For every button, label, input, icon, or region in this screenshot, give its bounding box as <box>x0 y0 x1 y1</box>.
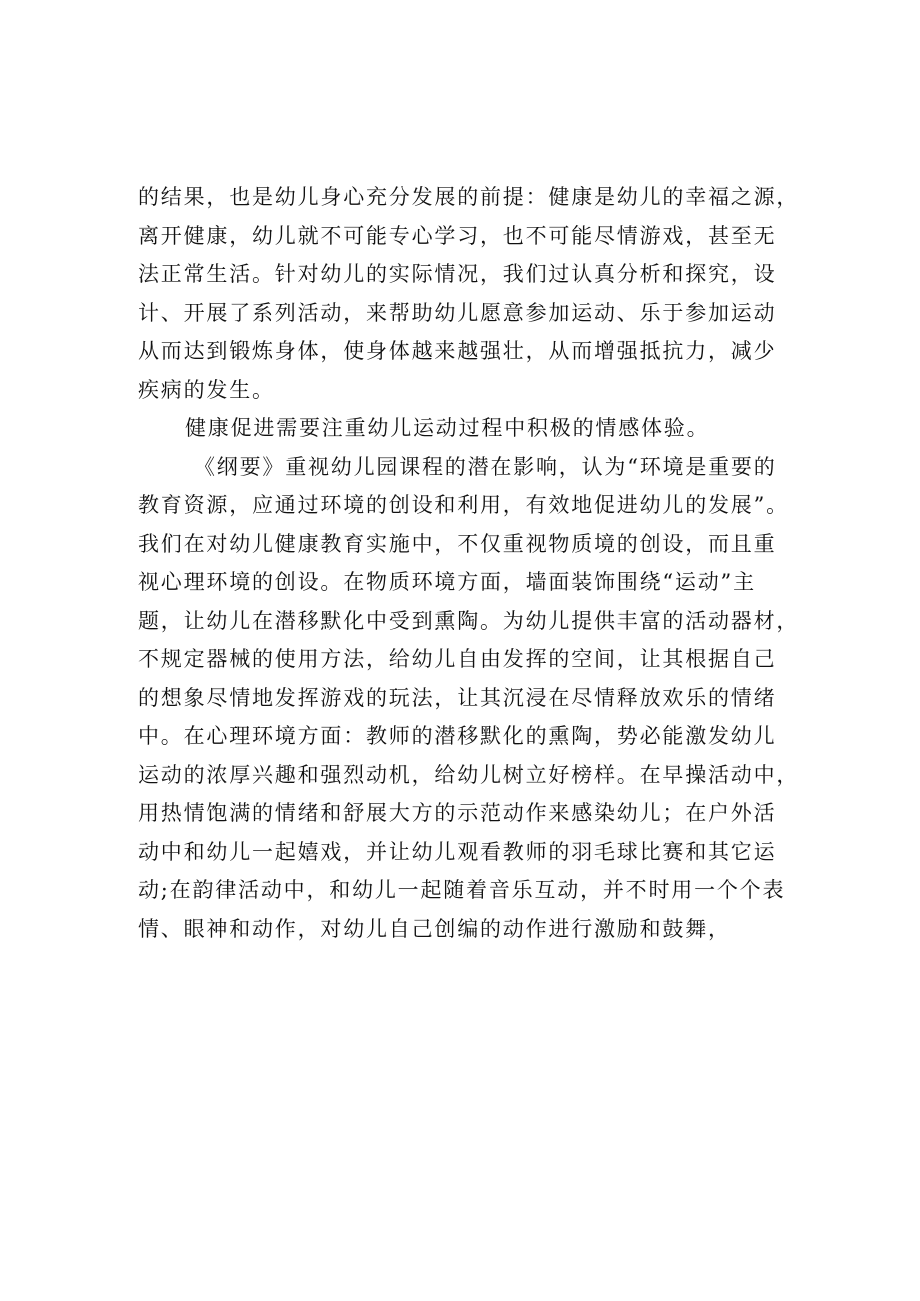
text-line: 法正常生活。针对幼儿的实际情况，我们过认真分析和探究，设 <box>138 262 777 286</box>
text-line: 视心理环境的创设。在物质环境方面，墙面装饰围绕“运动”主 <box>138 570 756 594</box>
text-line: 用热情饱满的情绪和舒展大方的示范动作来感染幼儿；在户外活 <box>138 801 777 825</box>
text-line: 我们在对幼儿健康教育实施中，不仅重视物质境的创设，而且重 <box>138 531 777 556</box>
text-line: 疾病的发生。 <box>138 377 275 402</box>
body-text <box>138 178 808 948</box>
text-line: 《纲要》重视幼儿园课程的潜在影响，认为“环境是重要的 <box>194 454 777 479</box>
text-line: 运动的浓厚兴趣和强烈动机，给幼儿树立好榜样。在早操活动中， <box>138 762 800 787</box>
text-line: 离开健康，幼儿就不可能专心学习，也不可能尽情游戏，甚至无 <box>138 223 777 248</box>
text-line: 计、开展了系列活动，来帮助幼儿愿意参加运动、乐于参加运动 <box>138 300 777 325</box>
text-line: 的想象尽情地发挥游戏的玩法，让其沉浸在尽情释放欢乐的情绪 <box>138 685 777 710</box>
text-line: 的结果，也是幼儿身心充分发展的前提：健康是幼儿的幸福之源， <box>138 185 800 209</box>
text-line: 情、眼神和动作，对幼儿自己创编的动作进行激励和鼓舞， <box>138 916 731 941</box>
text-line: 不规定器械的使用方法，给幼儿自由发挥的空间，让其根据自己 <box>138 647 777 671</box>
text-line: 题，让幼儿在潜移默化中受到熏陶。为幼儿提供丰富的活动器材， <box>138 608 800 633</box>
text-line: 动中和幼儿一起嬉戏，并让幼儿观看教师的羽毛球比赛和其它运 <box>138 839 777 864</box>
text-line: 从而达到锻炼身体，使身体越来越强壮，从而增强抵抗力，减少 <box>138 339 777 363</box>
text-line: 动;在韵律活动中，和幼儿一起随着音乐互动，并不时用一个个表 <box>138 878 786 902</box>
text-line: 中。在心理环境方面：教师的潜移默化的熏陶，势必能激发幼儿 <box>138 724 777 748</box>
section-heading: 健康促进需要注重幼儿运动过程中积极的情感体验。 <box>185 416 710 440</box>
text-line: 教育资源，应通过环境的创设和利用，有效地促进幼儿的发展”。 <box>138 493 789 517</box>
